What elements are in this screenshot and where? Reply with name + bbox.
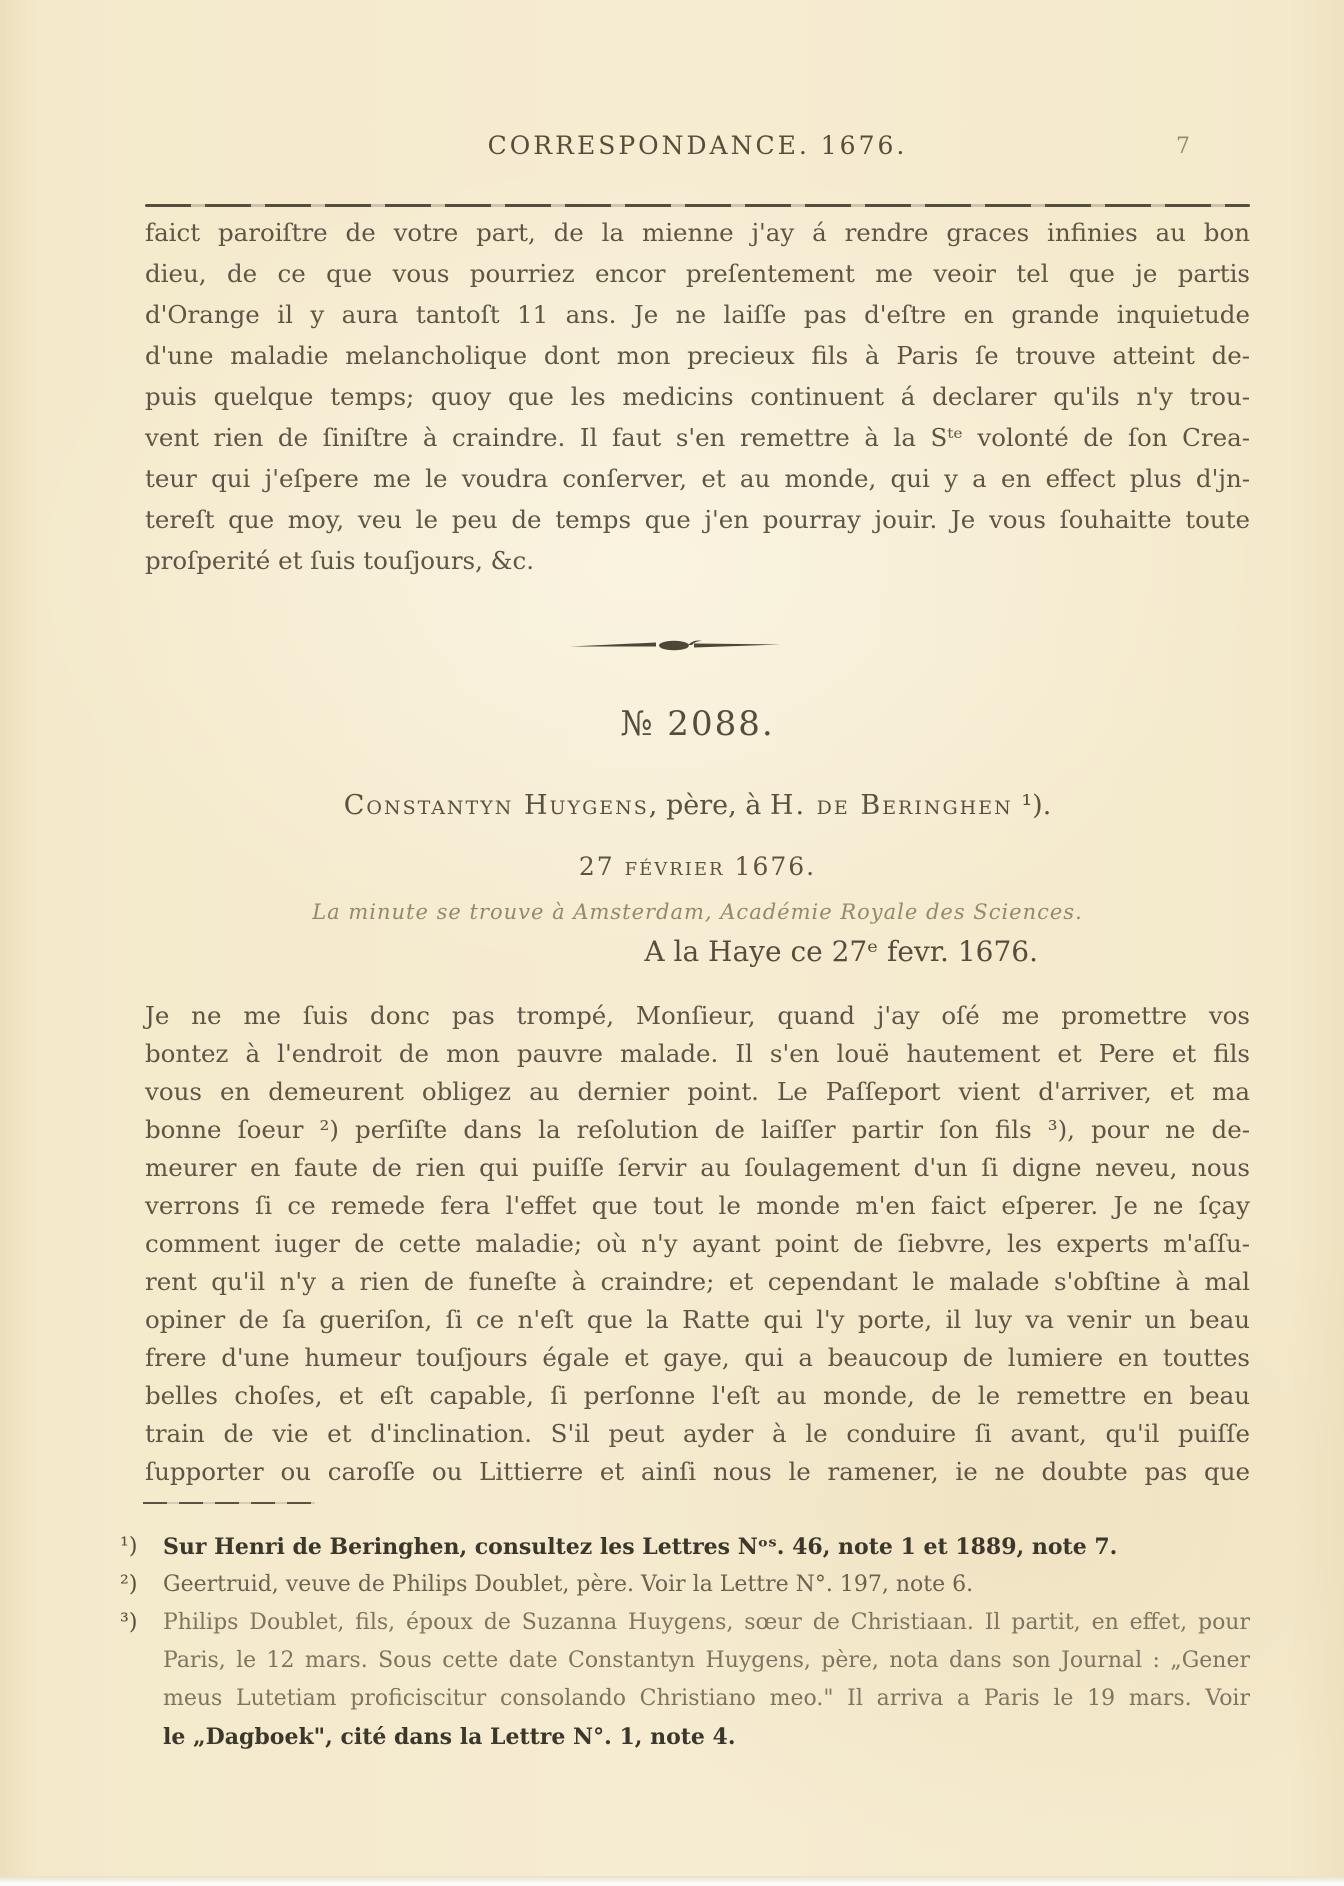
- provenance-note: La minute se trouve à Amsterdam, Académie Royale des Sciences.: [312, 900, 1083, 924]
- text-line: bonne ſoeur ²) perſiſte dans la reſolution de laiſſer partir ſon fils ³), pour ne de-: [145, 1115, 1250, 1144]
- footnote-line: Philips Doublet, fils, époux de Suzanna Huygens, sœur de Christiaan. Il partit, en effet, pour: [163, 1610, 1250, 1635]
- page-number: 7: [1176, 134, 1190, 159]
- text-line: d'une maladie melancholique dont mon precieux fils à Paris ſe trouve atteint de-: [145, 341, 1250, 370]
- text-line: vous en demeurent obligez au dernier point. Le Paſſeport vient d'arriver, et ma: [145, 1077, 1250, 1106]
- text-line: comment iuger de cette maladie; où n'y ayant point de ſiebvre, les experts m'aſſu-: [145, 1229, 1250, 1258]
- page-bottom-edge: [0, 1876, 1344, 1886]
- recipient-name: H. de Beringhen: [769, 790, 1013, 821]
- header-rule-divider: [145, 204, 1250, 207]
- continued-paragraph: [145, 212, 1250, 581]
- text-line: frere d'une humeur touſjours égale et gaye, qui a beaucoup de lumiere en touttes: [145, 1343, 1250, 1372]
- text-line: tereſt que moy, veu le peu de temps que j'en pourray jouir. Je vous ſouhaitte toute: [145, 505, 1250, 534]
- text-line: Je ne me ſuis donc pas trompé, Monſieur, quand j'ay oſé me promettre vos: [145, 1001, 1250, 1030]
- text-line: proſperité et ſuis touſjours, &c.: [145, 546, 534, 575]
- footnote-line: le „Dagboek", cité dans la Lettre N°. 1, note 4.: [163, 1724, 736, 1750]
- footnote-line: Sur Henri de Beringhen, consultez les Lettres Nᵒˢ. 46, note 1 et 1889, note 7.: [163, 1534, 1118, 1560]
- footnote-line: Paris, le 12 mars. Sous cette date Constantyn Huygens, père, nota dans son Journal : „Gener: [163, 1648, 1250, 1673]
- text-line: train de vie et d'inclination. S'il peut ayder à le conduire ſi avant, qu'il puiſſe: [145, 1419, 1250, 1448]
- footnote-marker: ³): [120, 1610, 138, 1635]
- letter-body-paragraph: [145, 997, 1250, 1491]
- footnote-text: [163, 1566, 1250, 1604]
- footnotes-section: [120, 1528, 1250, 1756]
- footnote-marker: ¹): [120, 1534, 138, 1559]
- footnote-2: [120, 1566, 1250, 1604]
- text-line: verrons ſi ce remede fera l'effet que tout le monde m'en faict eſperer. Je ne ſçay: [145, 1191, 1250, 1220]
- text-line: bontez à l'endroit de mon pauvre malade. Il s'en louë hautement et Pere et fils: [145, 1039, 1250, 1068]
- letter-heading: [145, 790, 1250, 821]
- text-line: teur qui j'eſpere me le voudra conſerver, et au monde, qui y a en effect plus d'jn-: [145, 464, 1250, 493]
- footnote-rule-divider: [143, 1502, 315, 1504]
- sender-name: Constantyn Huygens: [343, 790, 649, 821]
- place-date-line: A la Haye ce 27ᵉ fevr. 1676.: [644, 935, 1038, 968]
- footnote-marker: ²): [120, 1572, 138, 1597]
- section-divider-ornament: [570, 636, 780, 658]
- text-line: dieu, de ce que vous pourriez encor preſentement me veoir tel que je partis: [145, 259, 1250, 288]
- text-line: belles choſes, et eſt capable, ſi perſonne l'eſt au monde, de le remettre en beau: [145, 1381, 1250, 1410]
- footnote-3: [120, 1604, 1250, 1756]
- text-line: d'Orange il y aura tantoſt 11 ans. Je ne laiſſe pas d'eſtre en grande inquietude: [145, 300, 1250, 329]
- text-line: faict paroiſtre de votre part, de la mienne j'ay á rendre graces infinies au bon: [145, 218, 1250, 247]
- text-line: puis quelque temps; quoy que les medicins continuent á declarer qu'ils n'y trou-: [145, 382, 1250, 411]
- footnote-line: meus Lutetiam proficiscitur consolando Christiano meo." Il arriva a Paris le 19 mars. Voir: [163, 1686, 1250, 1711]
- text-line: vent rien de ſiniſtre à craindre. Il faut s'en remettre à la Sᵗᵉ volonté de ſon Crea-: [145, 423, 1250, 452]
- text-line: opiner de ſa gueriſon, ſi ce n'eſt que la Ratte qui l'y porte, il luy va venir un beau: [145, 1305, 1250, 1334]
- running-header-title: CORRESPONDANCE. 1676.: [487, 131, 908, 160]
- footnote-line: Geertruid, veuve de Philips Doublet, père. Voir la Lettre N°. 197, note 6.: [163, 1572, 974, 1597]
- letter-number-heading: № 2088.: [620, 704, 775, 744]
- footnote-reference: ¹).: [1012, 790, 1052, 821]
- footnote-text: [163, 1604, 1250, 1756]
- heading-middle: , père, à: [648, 790, 770, 821]
- letter-date-heading: 27 février 1676.: [578, 852, 817, 881]
- footnote-1: [120, 1528, 1250, 1566]
- footnote-text: [163, 1528, 1250, 1566]
- text-line: ſupporter ou caroſſe ou Littierre et ainſi nous le ramener, ie ne doubte pas que: [145, 1457, 1250, 1486]
- text-line: rent qu'il n'y a rien de funeſte à craindre; et cependant le malade s'obſtine à mal: [145, 1267, 1250, 1296]
- text-line: meurer en faute de rien qui puiſſe ſervir au ſoulagement d'un ſi digne neveu, nous: [145, 1153, 1250, 1182]
